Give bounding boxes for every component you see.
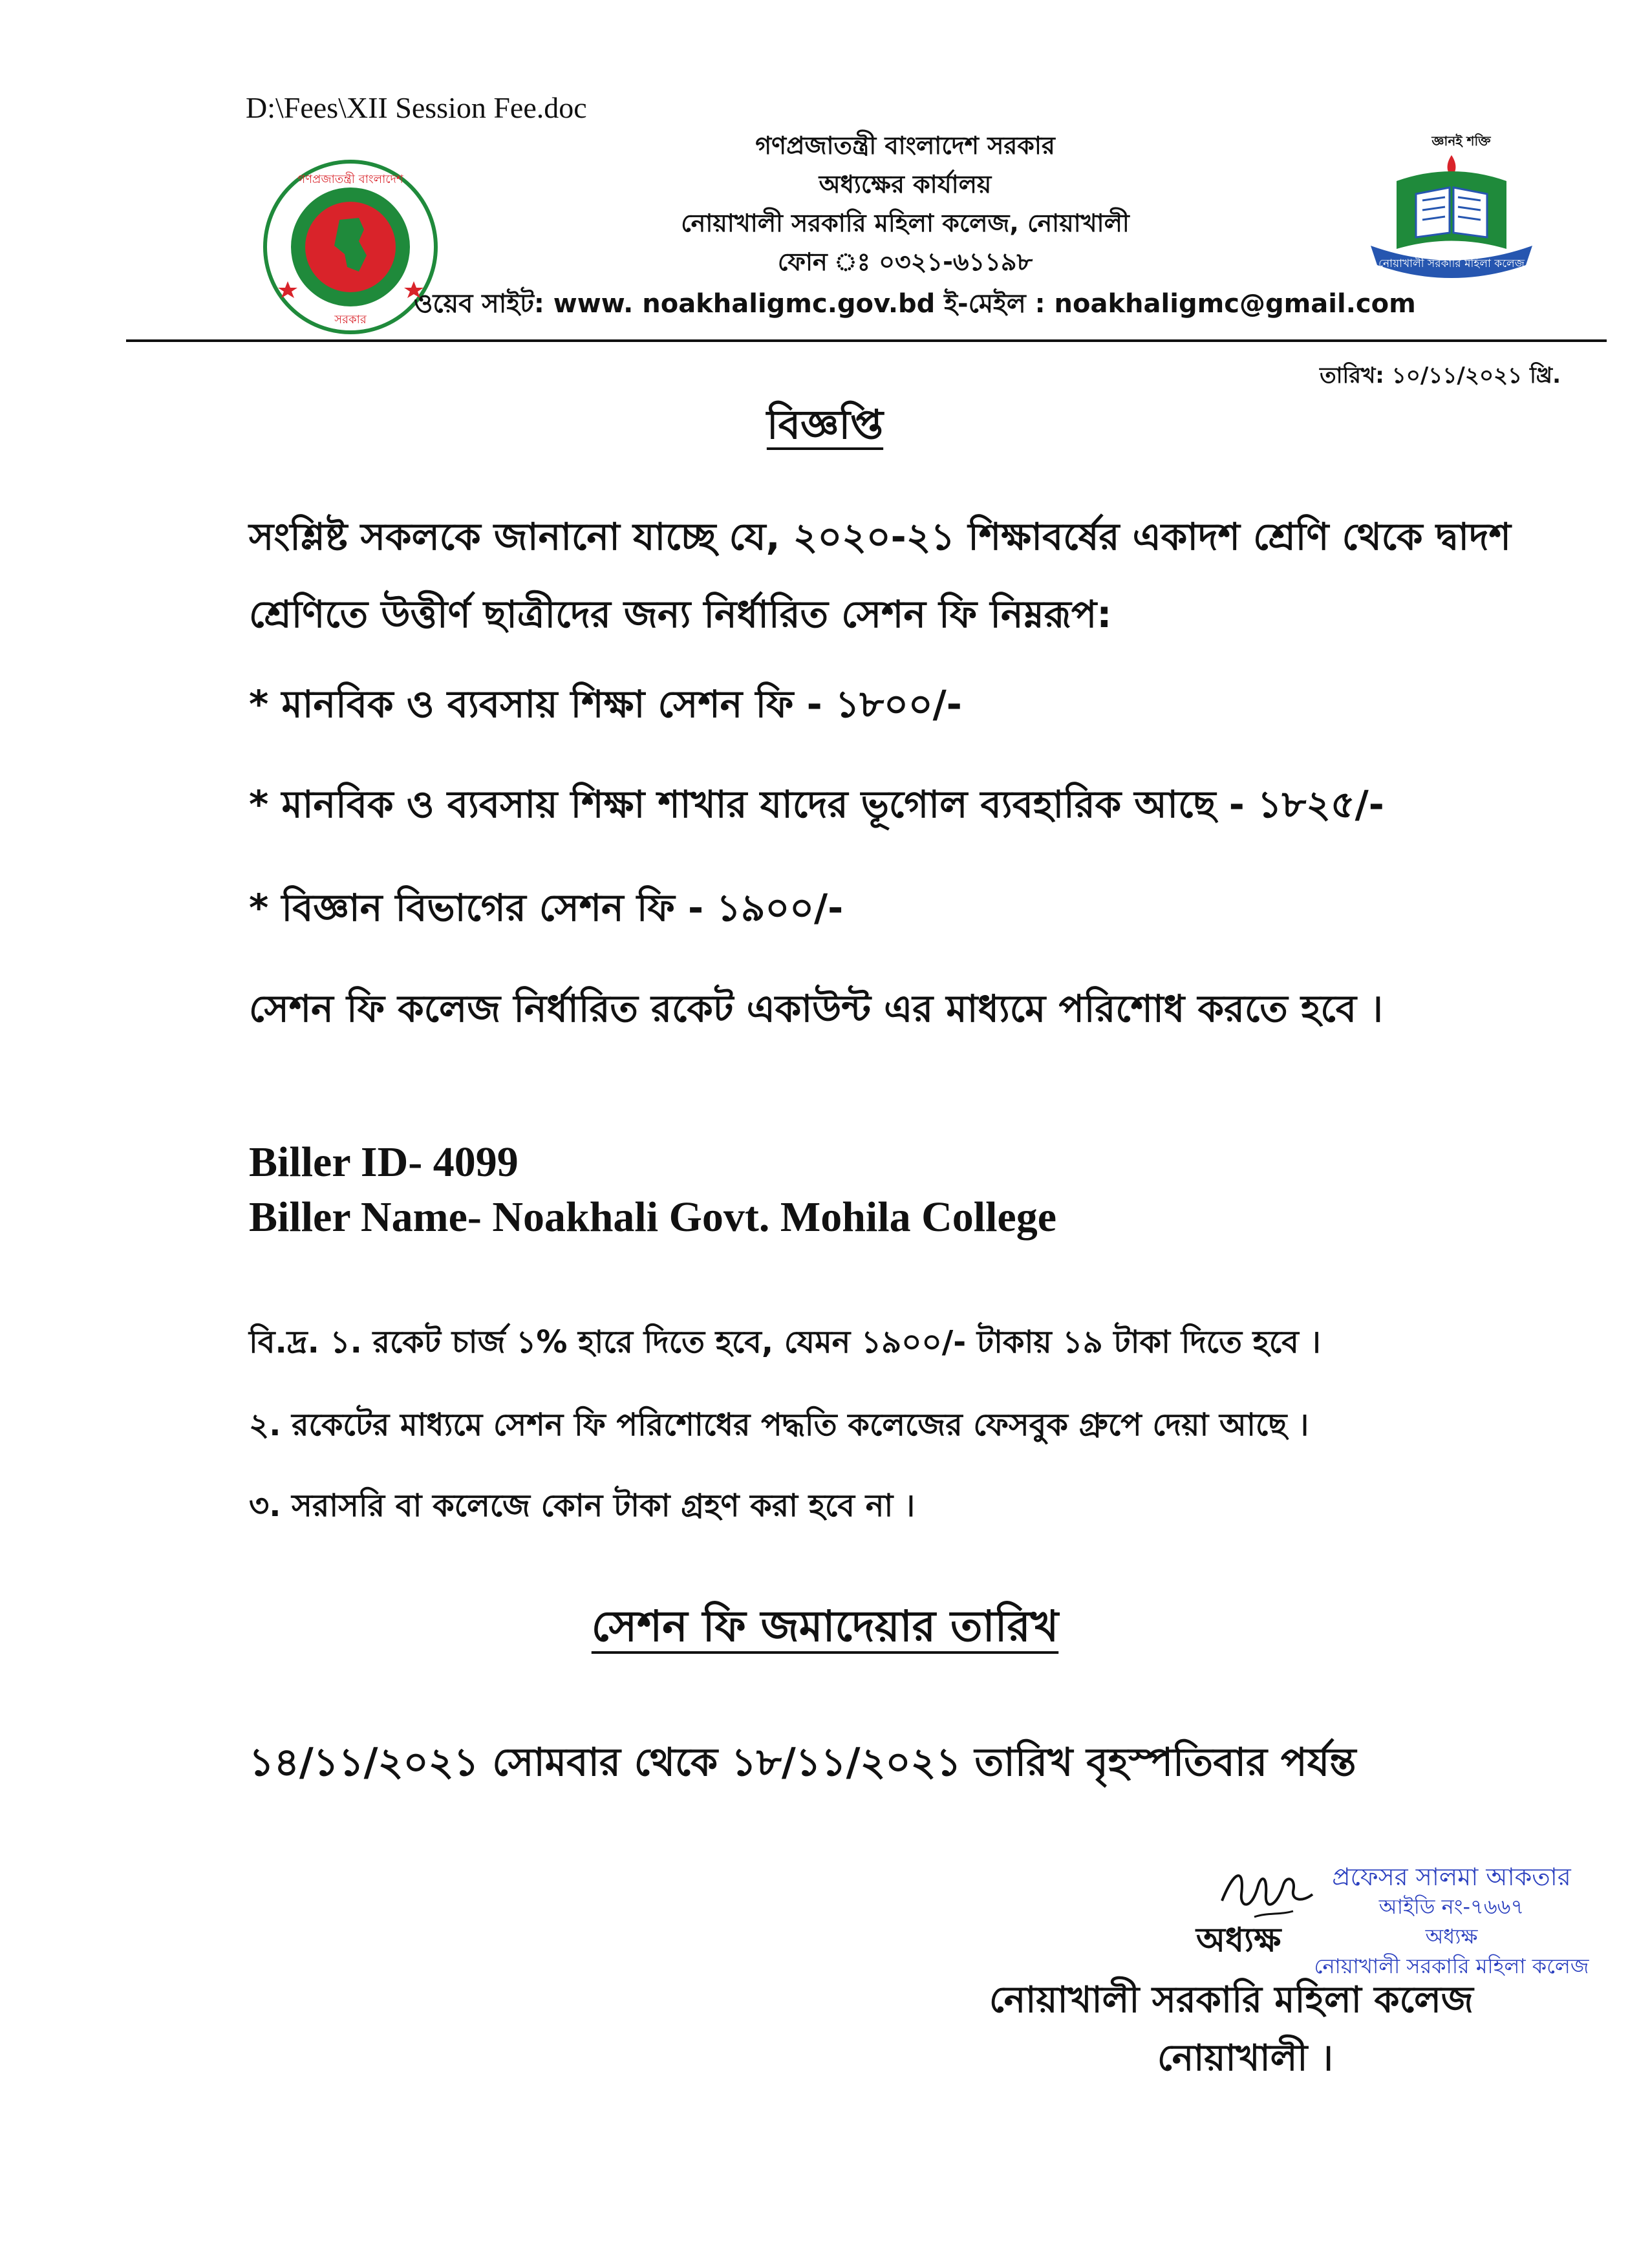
biller-id: Biller ID- 4099 [249,1139,519,1186]
note-rocket-charge: বি.দ্র. ১. রকেট চার্জ ১% হারে দিতে হবে, যেমন ১৯০০/- টাকায় ১৯ টাকা দিতে হবে । [249,1324,1321,1360]
file-path: D:\Fees\XII Session Fee.doc [246,91,587,124]
signatory-college: নোয়াখালী সরকারি মহিলা কলেজ [989,1979,1473,2021]
intro-paragraph: সংশ্লিষ্ট সকলকে জানানো যাচ্ছে যে, ২০২০-২১ শিক্ষাবর্ষের একাদশ শ্রেণি থেকে দ্বাদশ শ্রেণিতে উত্তীর্ণ ছাত্রীদের জন্য নির্ধারিত সেশন ফি নিম্নরূপ: [249,515,1511,636]
notice-title-text: বিজ্ঞপ্তি [766,401,884,448]
letterhead [569,126,1241,281]
note-no-cash: ৩. সরাসরি বা কলেজে কোন টাকা গ্রহণ করা হবে না । [249,1488,916,1524]
note-payment-method: ২. রকেটের মাধ্যমে সেশন ফি পরিশোধের পদ্ধতি কলেজের ফেসবুক গ্রুপে দেয়া আছে । [249,1407,1309,1443]
college-logo [1364,126,1539,281]
signatory-place: নোয়াখালী । [1157,2037,1333,2079]
principal-stamp [1306,1862,1597,1981]
fee-item-science: * বিজ্ঞান বিভাগের সেশন ফি - ১৯০০/- [249,886,844,930]
fee-item-humanities-business: * মানবিক ও ব্যবসায় শিক্ষা সেশন ফি - ১৮০০/- [249,682,962,726]
stamp-id: আইডি নং-৭৬৬৭ [1378,1894,1525,1919]
stamp-designation: অধ্যক্ষ [1425,1924,1478,1949]
stamp-college: নোয়াখালী সরকারি মহিলা কলেজ [1314,1954,1589,1978]
header-line-phone: ফোন ঃ ০৩২১-৬১১৯৮ [777,248,1033,276]
header-line-govt: গণপ্রজাতন্ত্রী বাংলাদেশ সরকার [755,131,1055,160]
seal-top-text: গণপ্রজাতন্ত্রী বাংলাদেশ [297,173,403,186]
book-icon [1416,187,1450,237]
notice-date: তারিখ: ১০/১১/২০২১ খ্রি. [1320,363,1561,389]
logo-banner-text: নোয়াখালী সরকারি মহিলা কলেজ [1378,257,1525,270]
shield-shape [1397,171,1506,249]
deposit-heading-text: সেশন ফি জমাদেয়ার তারিখ [591,1601,1059,1651]
notice-title [0,394,1650,461]
header-divider [126,339,1607,342]
fee-item-geography-practical: * মানবিক ও ব্যবসায় শিক্ষা শাখার যাদের ভূগোল ব্যবহারিক আছে - ১৮২৫/- [249,782,1384,826]
signatory-title: অধ্যক্ষ [1196,1921,1281,1960]
seal-bottom-text: সরকার [334,313,367,326]
govt-seal-logo [262,158,440,336]
logo-motto: জ্ঞানই শক্তি [1431,133,1491,149]
stamp-name: প্রফেসর সালমা আকতার [1332,1863,1571,1891]
website-email-line: ওয়েব সাইট: www. noakhaligmc.gov.bd ই-মেইল : noakhaligmc@gmail.com [414,289,1416,319]
header-line-college: নোয়াখালী সরকারি মহিলা কলেজ, নোয়াখালী [681,209,1130,237]
deposit-heading [0,1594,1650,1665]
biller-name: Biller Name- Noakhali Govt. Mohila College [249,1193,1057,1241]
header-line-office: অধ্যক্ষের কার্যালয় [819,170,992,198]
payment-instruction: সেশন ফি কলেজ নির্ধারিত রকেট একাউন্ট এর মাধ্যমে পরিশোধ করতে হবে । [249,987,1383,1031]
deposit-dates: ১৪/১১/২০২১ সোমবার থেকে ১৮/১১/২০২১ তারিখ বৃহস্পতিবার পর্যন্ত [249,1740,1356,1785]
